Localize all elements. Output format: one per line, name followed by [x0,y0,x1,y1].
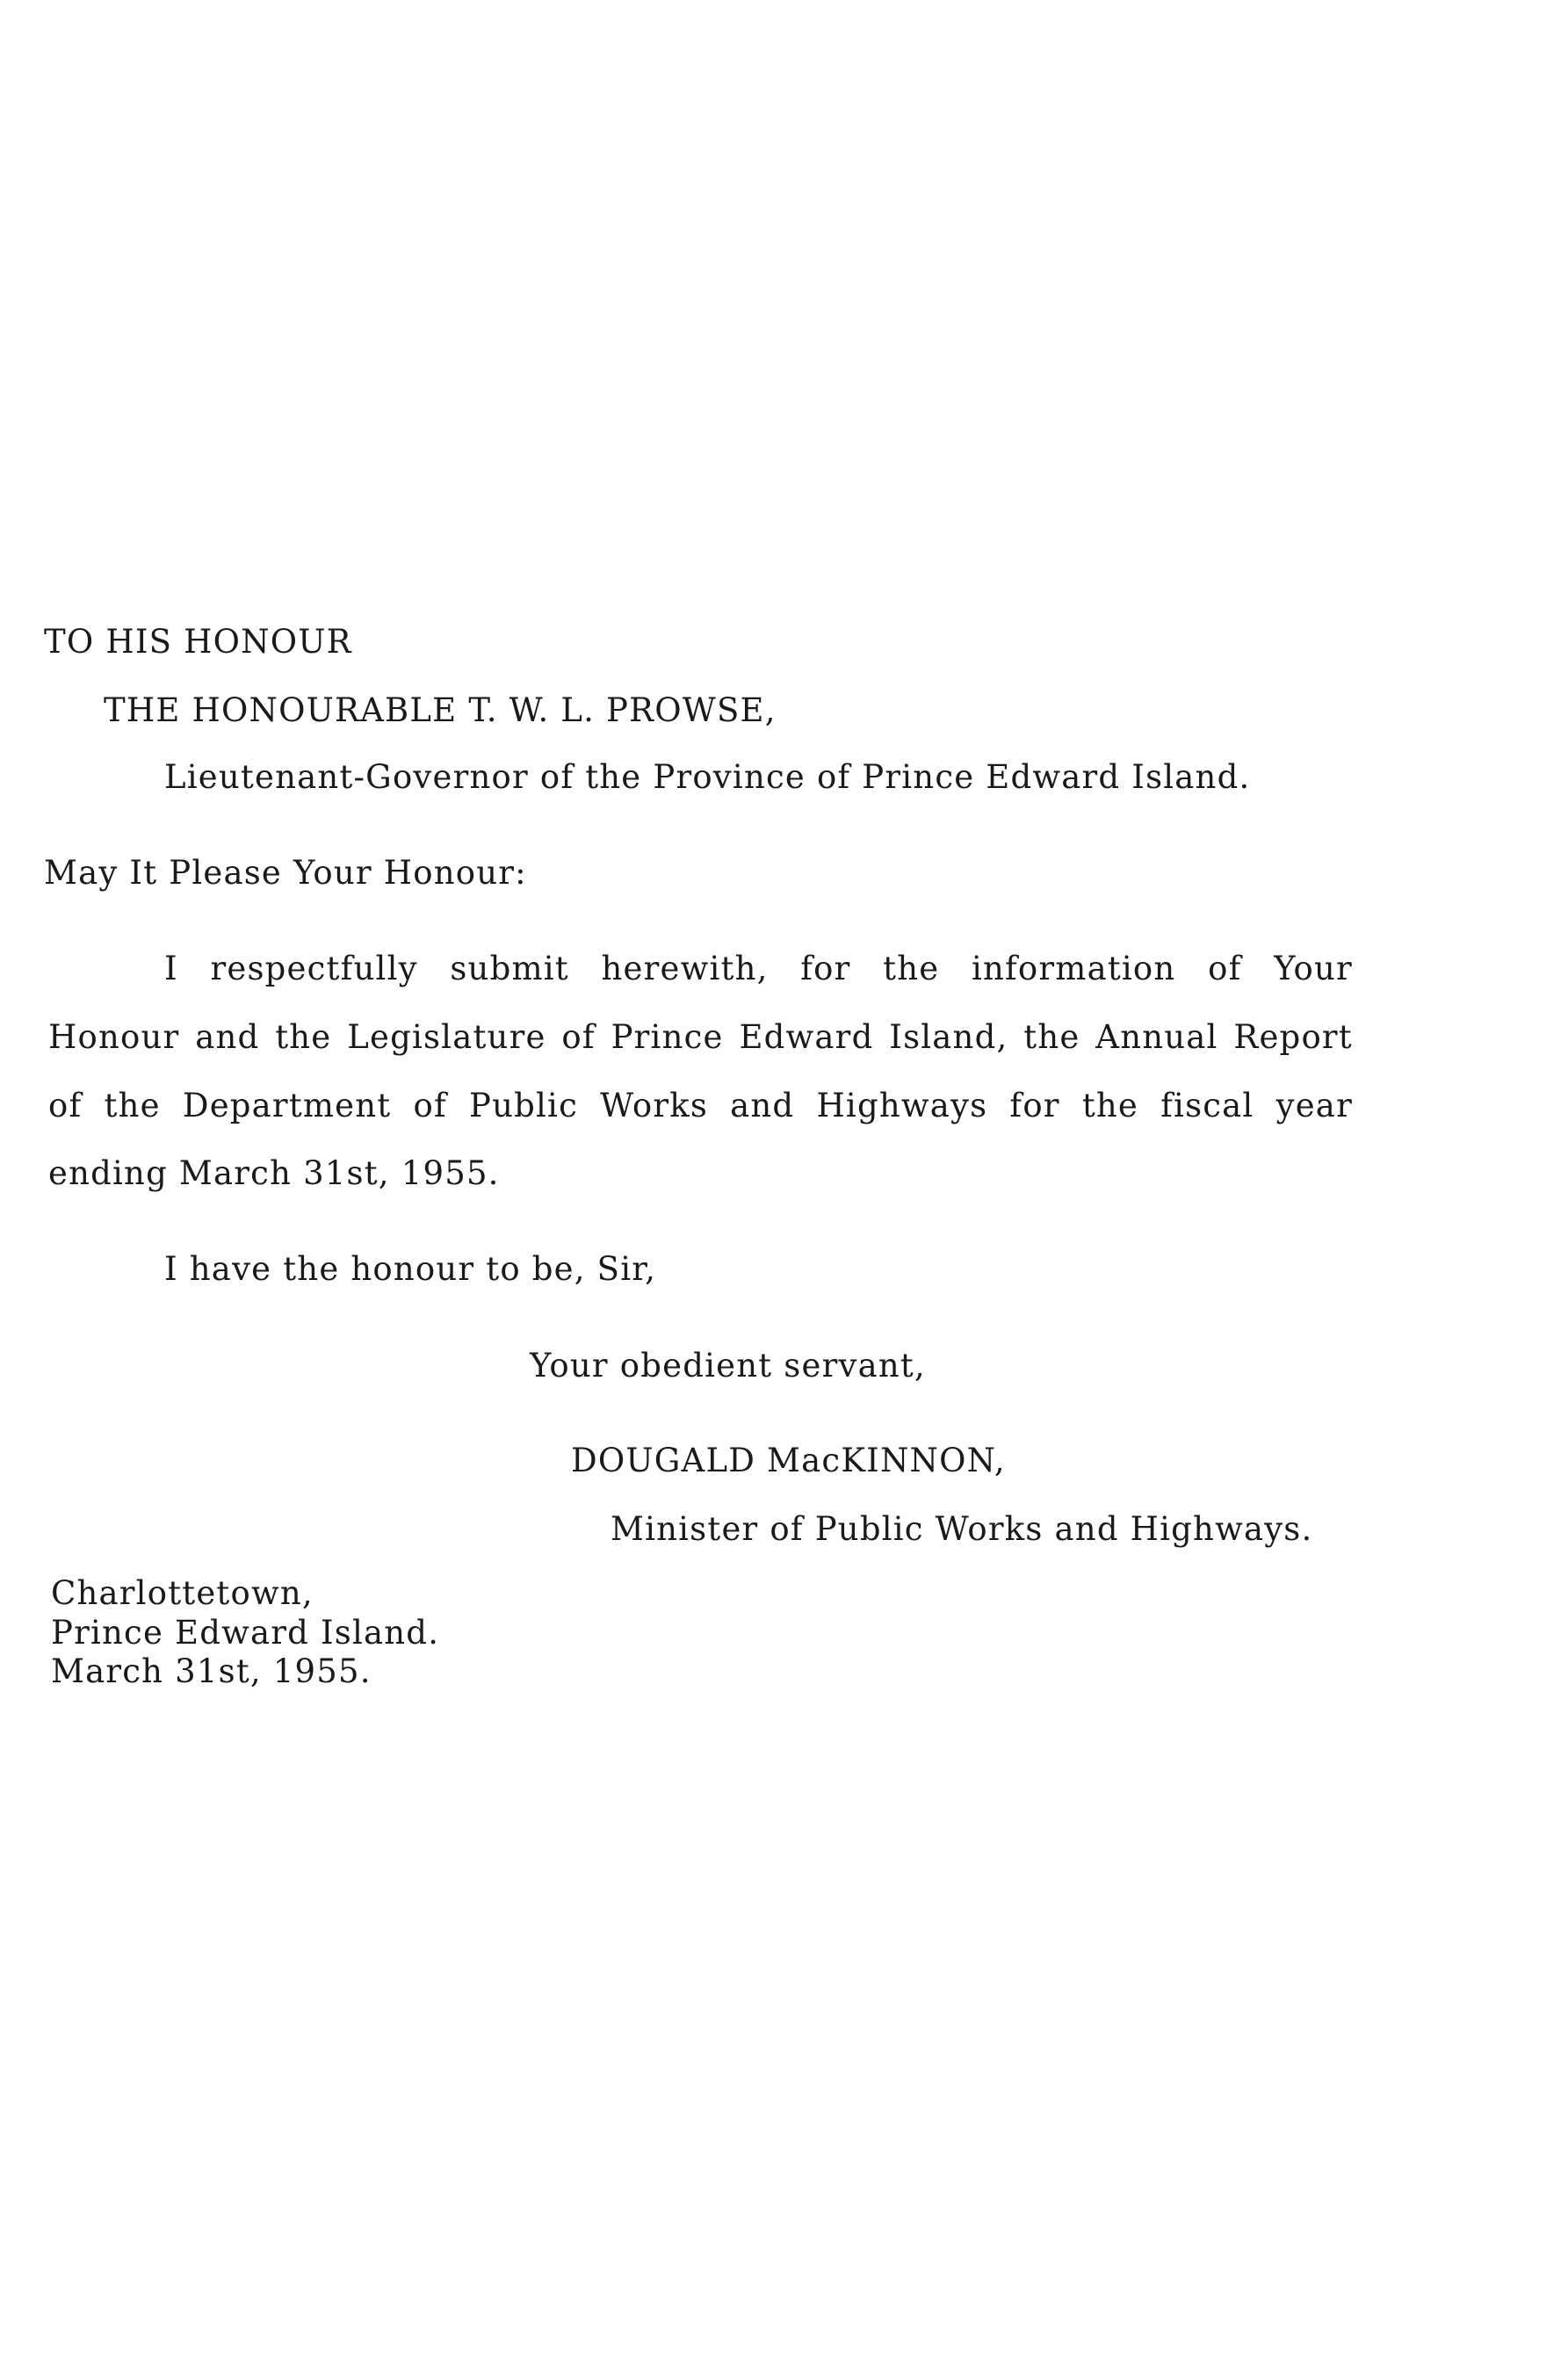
body-line-2 [48,1018,1353,1056]
word: the [1081,1087,1139,1124]
word: Annual [1095,1018,1218,1056]
body-line-3 [48,1089,1353,1122]
word: of [48,1087,83,1124]
signatory-name: DOUGALD MacKINNON, [571,1442,1006,1479]
word: the [883,950,940,987]
place-province: Prince Edward Island. [51,1614,440,1652]
word: Island, [889,1018,1008,1056]
word: Legislature [347,1018,546,1056]
word: I [164,950,178,987]
letter-date: March 31st, 1955. [51,1652,372,1690]
addressee-line-3: Lieutenant-Governor of the Province of Prince Edward Island. [164,758,1251,796]
signatory-title: Minister of Public Works and Highways. [611,1510,1313,1548]
word: herewith, [601,950,769,987]
word: Your [1274,950,1353,987]
word: Public [469,1087,578,1124]
word: of [413,1087,447,1124]
addressee-line-2: THE HONOURABLE T. W. L. PROWSE, [104,691,777,729]
word: submit [450,950,569,987]
word: for [1009,1087,1060,1124]
word: the [275,1018,332,1056]
word: the [1023,1018,1080,1056]
valediction: Your obedient servant, [530,1347,926,1384]
word: Works [600,1087,709,1124]
word: fiscal [1160,1087,1254,1124]
word: the [104,1087,161,1124]
word: Department [182,1087,392,1124]
word: information [971,950,1176,987]
word: Prince [611,1018,724,1056]
addressee-line-1: TO HIS HONOUR [44,623,352,661]
word: year [1275,1087,1353,1124]
place-city: Charlottetown, [51,1574,314,1612]
word: of [561,1018,596,1056]
salutation: May It Please Your Honour: [44,854,527,892]
word: Honour [48,1018,180,1056]
word: of [1208,950,1242,987]
word: Report [1233,1018,1353,1056]
closing-line: I have the honour to be, Sir, [164,1250,657,1288]
word: for [800,950,851,987]
word: respectfully [210,950,418,987]
word: Edward [739,1018,874,1056]
body-line-1 [164,952,1353,985]
body-line-4: ending March 31st, 1955. [48,1154,500,1192]
word: and [195,1018,260,1056]
word: and [730,1087,795,1124]
word: Highways [816,1087,988,1124]
